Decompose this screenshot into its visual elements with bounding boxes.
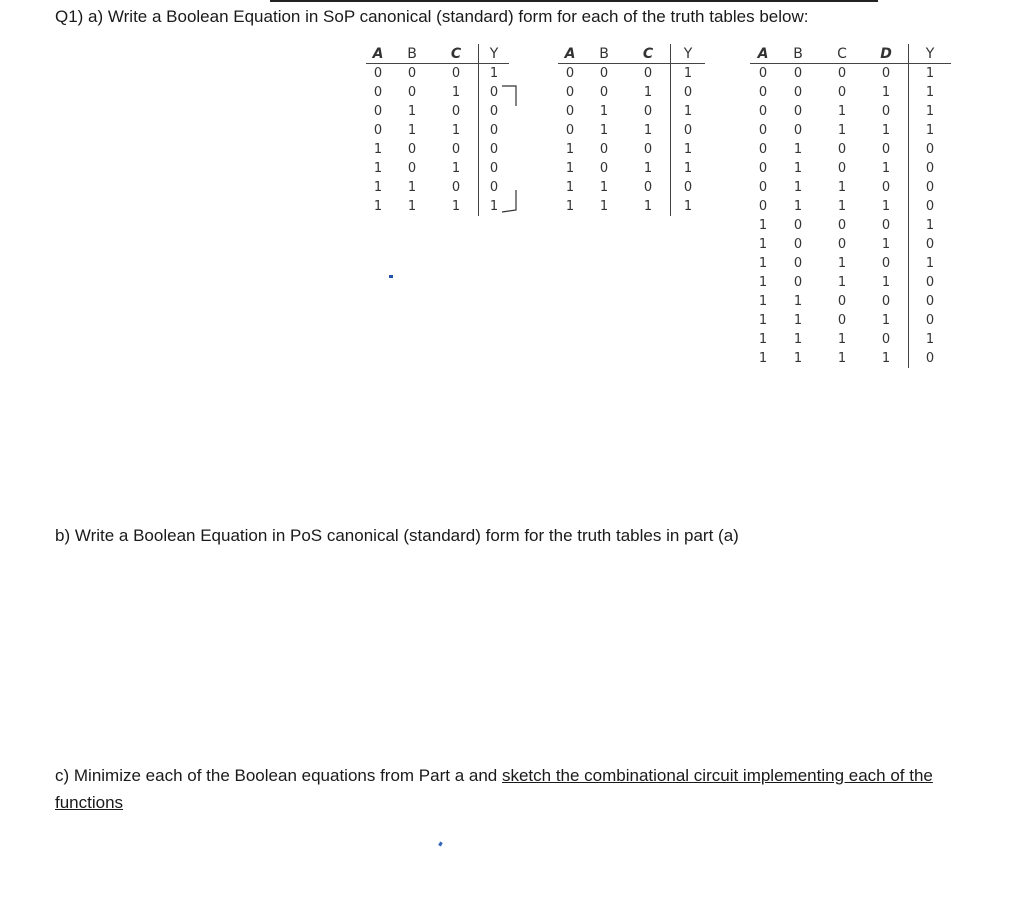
cell: 1 xyxy=(565,142,575,157)
cell: 0 xyxy=(837,85,847,100)
cell: 0 xyxy=(758,85,768,100)
table-row xyxy=(558,159,705,178)
cell: 1 xyxy=(599,123,609,138)
cell: 1 xyxy=(909,330,952,349)
cell: 0 xyxy=(565,104,575,119)
cell: 0 xyxy=(909,349,952,368)
cell: 0 xyxy=(881,66,891,81)
cell: 0 xyxy=(451,104,461,119)
header-cell: A xyxy=(750,44,776,64)
table-row xyxy=(366,121,509,140)
cell: 1 xyxy=(565,199,575,214)
cell: 0 xyxy=(881,256,891,271)
cell: 1 xyxy=(451,199,461,214)
cell: 1 xyxy=(793,180,803,195)
cell: 0 xyxy=(479,159,510,178)
cell: 1 xyxy=(373,161,383,176)
cell: 1 xyxy=(758,351,768,366)
cell: 1 xyxy=(909,102,952,121)
cell: 1 xyxy=(451,161,461,176)
cell: 0 xyxy=(793,123,803,138)
header-cell: C xyxy=(820,44,864,64)
cell: 0 xyxy=(758,199,768,214)
cell: 0 xyxy=(407,66,417,81)
table-row xyxy=(750,330,951,349)
table-header-row xyxy=(366,44,509,64)
cell: 0 xyxy=(881,218,891,233)
table-row xyxy=(750,349,951,368)
cell: 1 xyxy=(407,123,417,138)
cell: 0 xyxy=(793,66,803,81)
cell: 0 xyxy=(479,121,510,140)
cell: 1 xyxy=(758,237,768,252)
question-c-text: c) Minimize each of the Boolean equations from Part a and xyxy=(55,766,502,785)
cell: 0 xyxy=(479,178,510,197)
cell: 0 xyxy=(793,256,803,271)
cell: 1 xyxy=(881,85,891,100)
cell: 1 xyxy=(837,123,847,138)
cell: 0 xyxy=(671,121,706,140)
header-cell: C xyxy=(626,44,671,64)
table-row xyxy=(558,140,705,159)
cell: 0 xyxy=(758,66,768,81)
table-row xyxy=(366,159,509,178)
cell: 1 xyxy=(373,199,383,214)
cell: 0 xyxy=(837,237,847,252)
cell: 0 xyxy=(909,178,952,197)
cell: 0 xyxy=(793,104,803,119)
cell: 1 xyxy=(407,199,417,214)
cell: 1 xyxy=(837,180,847,195)
cell: 0 xyxy=(373,85,383,100)
cell: 1 xyxy=(479,64,510,84)
cell: 1 xyxy=(793,161,803,176)
table-row xyxy=(558,64,705,84)
header-cell: B xyxy=(582,44,626,64)
cell: 0 xyxy=(565,85,575,100)
handwritten-bracket-marks xyxy=(496,80,526,230)
header-cell: A xyxy=(366,44,390,64)
table-row xyxy=(750,311,951,330)
cell: 0 xyxy=(837,161,847,176)
table-row xyxy=(750,83,951,102)
cell: 1 xyxy=(758,294,768,309)
cell: 1 xyxy=(837,256,847,271)
cell: 1 xyxy=(451,123,461,138)
cell: 1 xyxy=(758,218,768,233)
cell: 0 xyxy=(837,66,847,81)
table-row xyxy=(558,197,705,216)
cell: 1 xyxy=(837,199,847,214)
cell: 0 xyxy=(793,85,803,100)
cell: 1 xyxy=(599,199,609,214)
truth-table-1 xyxy=(366,44,509,216)
cell: 0 xyxy=(407,142,417,157)
cell: 0 xyxy=(565,66,575,81)
cell: 0 xyxy=(881,180,891,195)
cell: 1 xyxy=(793,294,803,309)
truth-table-2 xyxy=(558,44,705,216)
cell: 1 xyxy=(643,199,653,214)
table-row xyxy=(366,64,509,84)
stray-mark xyxy=(438,842,443,847)
cell: 1 xyxy=(643,85,653,100)
table-row xyxy=(750,273,951,292)
cell: 0 xyxy=(671,178,706,197)
cell: 0 xyxy=(909,197,952,216)
cell: 1 xyxy=(909,83,952,102)
cell: 0 xyxy=(837,218,847,233)
cell: 1 xyxy=(373,180,383,195)
cell: 0 xyxy=(451,180,461,195)
header-cell: B xyxy=(390,44,434,64)
cell: 0 xyxy=(837,294,847,309)
stray-mark xyxy=(389,275,393,278)
table-row xyxy=(366,197,509,216)
cell: 0 xyxy=(793,275,803,290)
cell: 1 xyxy=(881,199,891,214)
table-row xyxy=(750,140,951,159)
cell: 0 xyxy=(451,142,461,157)
cell: 0 xyxy=(479,102,510,121)
cell: 1 xyxy=(643,123,653,138)
cell: 0 xyxy=(881,104,891,119)
cell: 0 xyxy=(599,161,609,176)
table-row xyxy=(750,254,951,273)
cell: 0 xyxy=(881,332,891,347)
cell: 1 xyxy=(909,254,952,273)
cell: 1 xyxy=(565,180,575,195)
cell: 0 xyxy=(407,85,417,100)
cell: 1 xyxy=(599,180,609,195)
cell: 1 xyxy=(881,313,891,328)
cell: 1 xyxy=(909,216,952,235)
table-row xyxy=(750,178,951,197)
cell: 0 xyxy=(881,294,891,309)
table-header-row xyxy=(750,44,951,64)
cell: 1 xyxy=(479,197,510,216)
table-row xyxy=(750,216,951,235)
cell: 0 xyxy=(373,123,383,138)
cell: 1 xyxy=(837,332,847,347)
header-cell: C xyxy=(434,44,479,64)
header-cell: Y xyxy=(909,44,952,64)
top-rule xyxy=(270,0,878,2)
table-row xyxy=(366,102,509,121)
question-a: Q1) a) Write a Boolean Equation in SoP canonical (standard) form for each of the truth tables below: xyxy=(55,7,809,26)
question-b: b) Write a Boolean Equation in PoS canonical (standard) form for the truth tables in part (a) xyxy=(55,526,739,545)
cell: 1 xyxy=(793,351,803,366)
table-row xyxy=(366,178,509,197)
cell: 0 xyxy=(407,161,417,176)
cell: 1 xyxy=(793,199,803,214)
cell: 1 xyxy=(758,275,768,290)
cell: 0 xyxy=(643,104,653,119)
table-row xyxy=(750,197,951,216)
table-row xyxy=(558,121,705,140)
cell: 1 xyxy=(758,332,768,347)
cell: 0 xyxy=(909,292,952,311)
cell: 0 xyxy=(599,85,609,100)
cell: 1 xyxy=(837,275,847,290)
header-cell: Y xyxy=(479,44,510,64)
cell: 0 xyxy=(565,123,575,138)
cell: 0 xyxy=(373,66,383,81)
table-row xyxy=(750,64,951,84)
cell: 1 xyxy=(671,64,706,84)
cell: 0 xyxy=(881,142,891,157)
cell: 1 xyxy=(373,142,383,157)
cell: 1 xyxy=(793,313,803,328)
cell: 1 xyxy=(643,161,653,176)
cell: 0 xyxy=(479,140,510,159)
cell: 1 xyxy=(881,275,891,290)
cell: 0 xyxy=(909,159,952,178)
question-c xyxy=(55,762,955,816)
table-row xyxy=(750,292,951,311)
table-row xyxy=(366,83,509,102)
table-row xyxy=(750,102,951,121)
table-header-row xyxy=(558,44,705,64)
cell: 0 xyxy=(909,140,952,159)
header-cell: Y xyxy=(671,44,706,64)
cell: 0 xyxy=(643,142,653,157)
cell: 1 xyxy=(451,85,461,100)
cell: 0 xyxy=(909,311,952,330)
cell: 0 xyxy=(451,66,461,81)
cell: 1 xyxy=(671,140,706,159)
cell: 1 xyxy=(837,104,847,119)
header-cell: A xyxy=(558,44,582,64)
cell: 1 xyxy=(881,237,891,252)
table-row xyxy=(558,83,705,102)
cell: 1 xyxy=(881,351,891,366)
cell: 1 xyxy=(909,64,952,84)
cell: 0 xyxy=(758,123,768,138)
question-c-underlined: sketch the combinational circuit implementing each of the functions xyxy=(55,766,933,812)
table-row xyxy=(750,159,951,178)
cell: 0 xyxy=(643,180,653,195)
cell: 1 xyxy=(793,142,803,157)
cell: 1 xyxy=(671,197,706,216)
cell: 1 xyxy=(881,161,891,176)
truth-table-3 xyxy=(750,44,951,368)
table-row xyxy=(558,178,705,197)
cell: 0 xyxy=(671,83,706,102)
header-cell: D xyxy=(864,44,909,64)
cell: 1 xyxy=(881,123,891,138)
cell: 1 xyxy=(837,351,847,366)
cell: 0 xyxy=(837,313,847,328)
cell: 0 xyxy=(373,104,383,119)
cell: 0 xyxy=(758,104,768,119)
cell: 1 xyxy=(599,104,609,119)
cell: 0 xyxy=(793,237,803,252)
table-row xyxy=(558,102,705,121)
cell: 0 xyxy=(599,66,609,81)
cell: 0 xyxy=(643,66,653,81)
cell: 0 xyxy=(599,142,609,157)
cell: 0 xyxy=(758,180,768,195)
cell: 1 xyxy=(407,104,417,119)
cell: 1 xyxy=(565,161,575,176)
cell: 1 xyxy=(671,159,706,178)
cell: 1 xyxy=(758,313,768,328)
cell: 1 xyxy=(793,332,803,347)
table-row xyxy=(750,121,951,140)
cell: 0 xyxy=(837,142,847,157)
table-row xyxy=(750,235,951,254)
cell: 1 xyxy=(671,102,706,121)
header-cell: B xyxy=(776,44,820,64)
cell: 0 xyxy=(758,142,768,157)
cell: 0 xyxy=(909,235,952,254)
cell: 1 xyxy=(758,256,768,271)
cell: 0 xyxy=(909,273,952,292)
cell: 0 xyxy=(758,161,768,176)
cell: 0 xyxy=(479,83,510,102)
cell: 0 xyxy=(793,218,803,233)
cell: 1 xyxy=(407,180,417,195)
cell: 1 xyxy=(909,121,952,140)
table-row xyxy=(366,140,509,159)
